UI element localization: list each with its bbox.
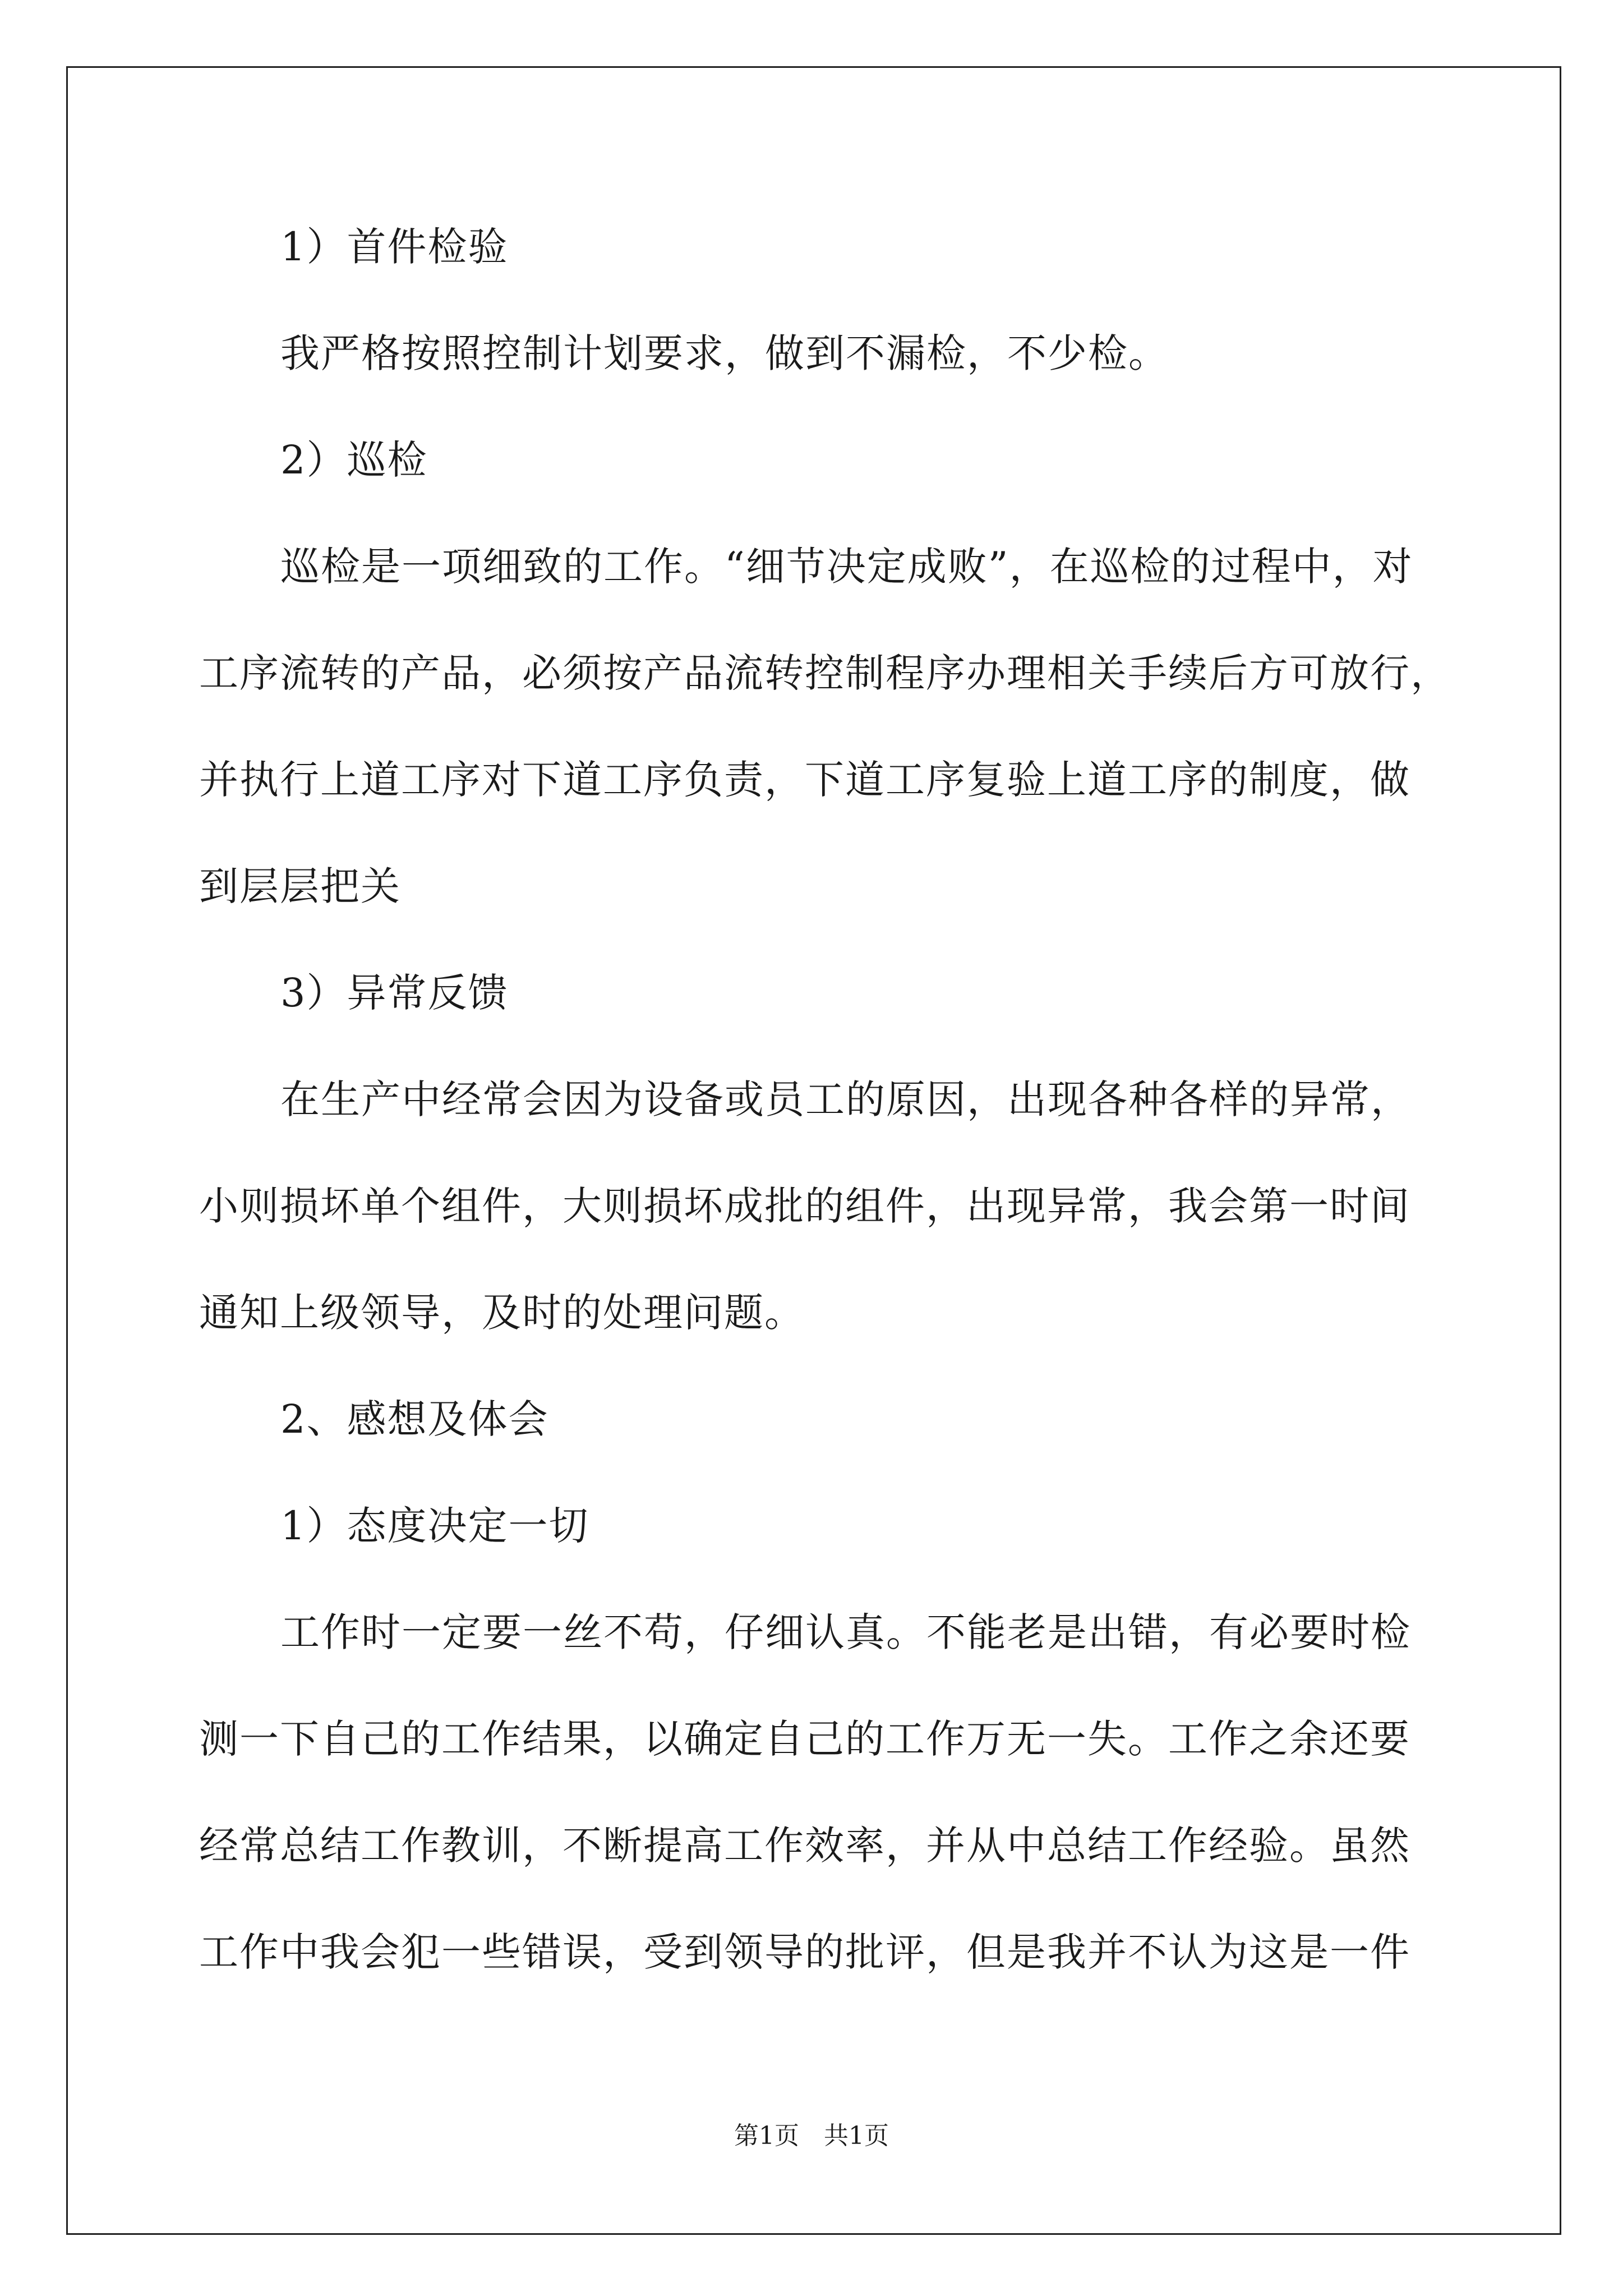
page-border [66, 66, 1561, 2235]
paragraph-line: 通知上级领导，及时的处理问题。 [199, 1290, 805, 1336]
paragraph-line: 测一下自己的工作结果，以确定自己的工作万无一失。工作之余还要 [199, 1716, 1410, 1762]
paragraph-line: 并执行上道工序对下道工序负责，下道工序复验上道工序的制度，做 [199, 757, 1410, 803]
heading-exception-feedback: 3）异常反馈 [280, 970, 509, 1016]
heading-attitude: 1）态度决定一切 [280, 1503, 589, 1549]
paragraph-line: 小则损坏单个组件，大则损坏成批的组件，出现异常，我会第一时间 [199, 1183, 1410, 1229]
paragraph-line: 我严格按照控制计划要求，做到不漏检，不少检。 [280, 330, 1169, 376]
heading-first-article-inspection: 1）首件检验 [280, 224, 509, 270]
paragraph-line: 工序流转的产品，必须按产品流转控制程序办理相关手续后方可放行， [199, 650, 1451, 696]
page-number-footer: 第1页 共1页 [734, 2122, 889, 2150]
paragraph-line: 在生产中经常会因为设备或员工的原因，出现各种各样的异常， [280, 1076, 1411, 1122]
heading-patrol-inspection: 2）巡检 [280, 437, 428, 483]
paragraph-line: 到层层把关 [199, 863, 401, 909]
paragraph-line: 巡检是一项细致的工作。“细节决定成败”，在巡检的过程中，对 [280, 544, 1413, 590]
heading-reflections: 2、感想及体会 [280, 1396, 549, 1442]
paragraph-line: 工作中我会犯一些错误，受到领导的批评，但是我并不认为这是一件 [199, 1929, 1410, 1975]
paragraph-line: 经常总结工作教训，不断提高工作效率，并从中总结工作经验。虽然 [199, 1823, 1410, 1869]
paragraph-line: 工作时一定要一丝不苟，仔细认真。不能老是出错，有必要时检 [280, 1609, 1411, 1655]
